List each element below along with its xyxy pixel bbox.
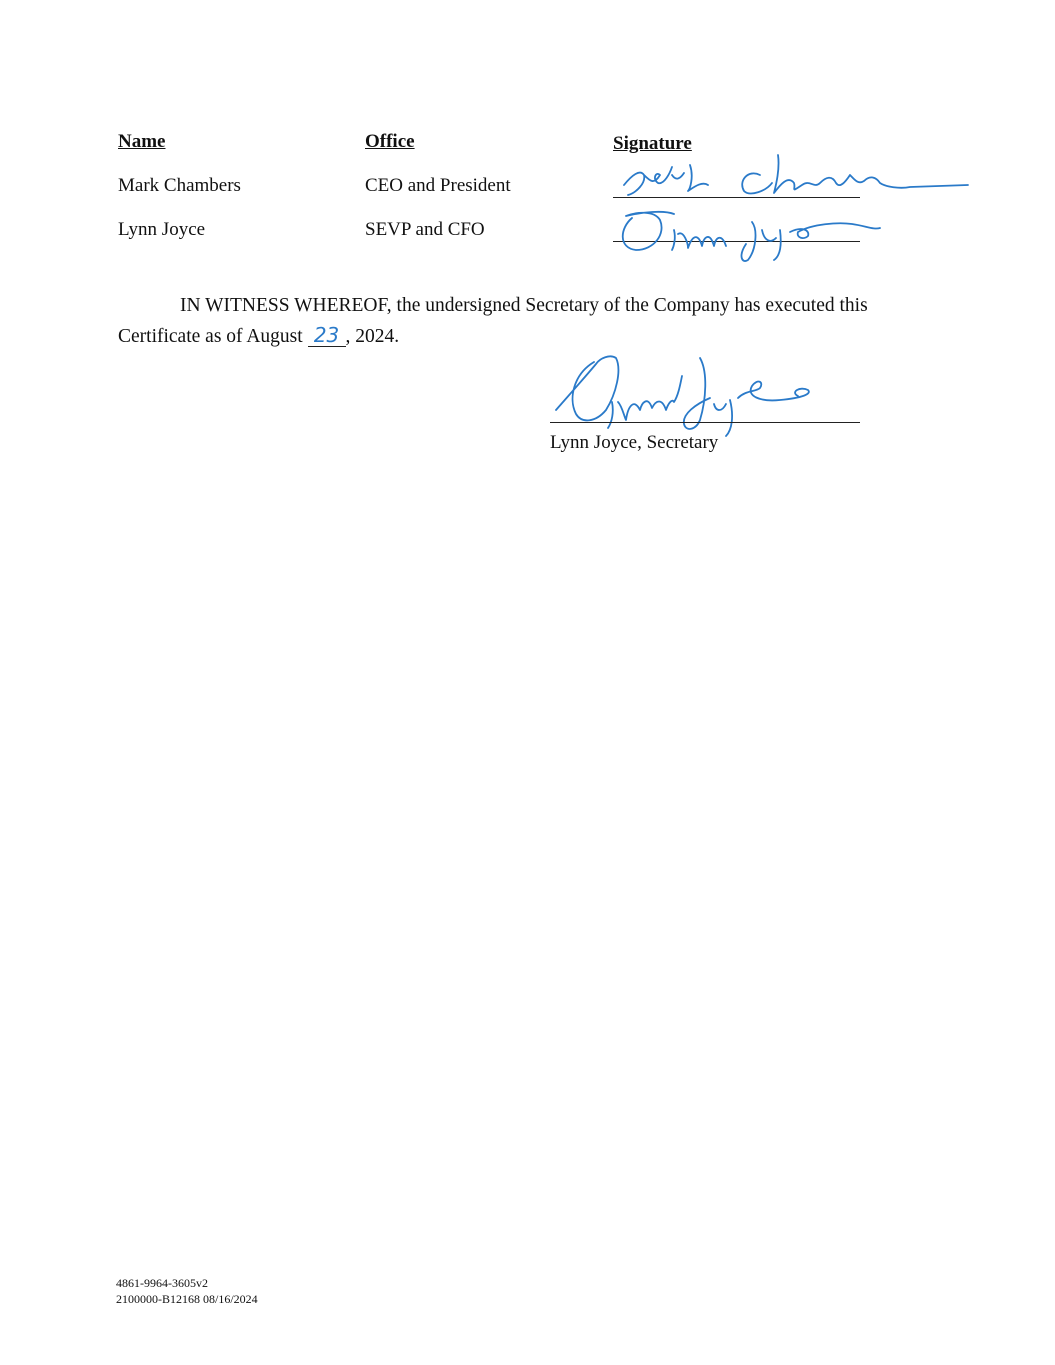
witness-date-suffix: , 2024. bbox=[345, 326, 400, 347]
officer-name-2: Lynn Joyce bbox=[118, 219, 206, 240]
office-column-header: Office bbox=[365, 131, 415, 152]
name-column-header: Name bbox=[118, 131, 166, 152]
officer-office-2: SEVP and CFO bbox=[365, 219, 485, 240]
handwritten-signature-lynn-joyce-1 bbox=[612, 200, 902, 265]
handwritten-signature-lynn-joyce-secretary bbox=[550, 350, 840, 440]
secretary-signature-line bbox=[550, 422, 860, 423]
officer-office-1: CEO and President bbox=[365, 175, 511, 196]
date-day-handwritten: 23 bbox=[308, 324, 346, 347]
document-id-line-2: 2100000-B12168 08/16/2024 bbox=[116, 1292, 258, 1306]
witness-paragraph-line-1: IN WITNESS WHEREOF, the undersigned Secretary of the Company has executed this bbox=[180, 295, 868, 316]
witness-paragraph-line-2 bbox=[118, 321, 399, 352]
witness-date-prefix: Certificate as of August bbox=[118, 326, 308, 347]
document-id-line-1: 4861-9964-3605v2 bbox=[116, 1276, 208, 1290]
signature-column-header: Signature bbox=[613, 133, 692, 154]
officer-name-1: Mark Chambers bbox=[118, 175, 241, 196]
secretary-caption: Lynn Joyce, Secretary bbox=[550, 432, 719, 453]
